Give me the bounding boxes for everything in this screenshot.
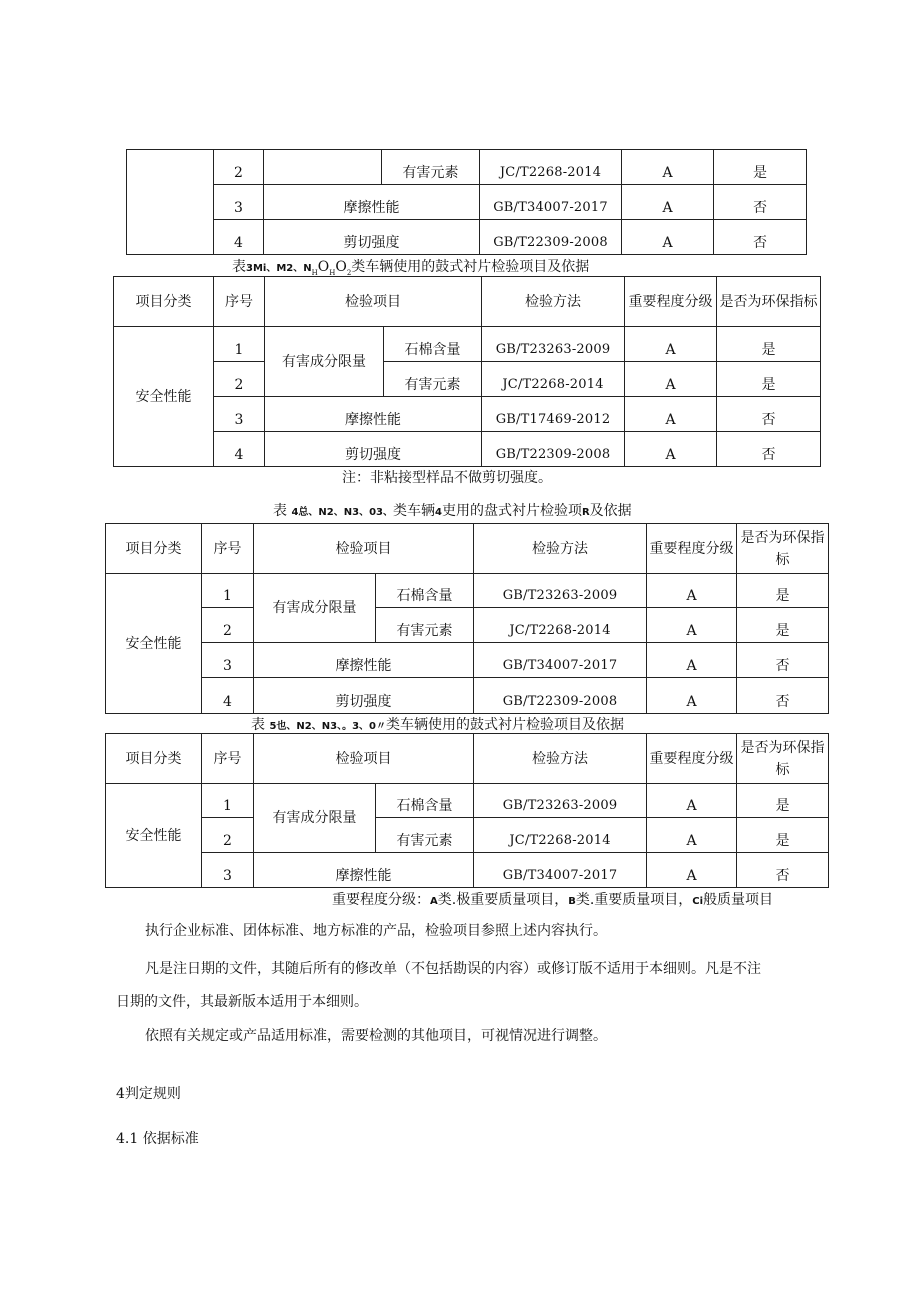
header-method: 检验方法 <box>474 734 647 784</box>
header-row <box>106 734 829 784</box>
table4 <box>105 523 829 714</box>
header-method: 检验方法 <box>474 524 647 574</box>
item-cell: 有害元素 <box>376 818 474 853</box>
grade-cell: A <box>647 643 737 678</box>
env-cell: 否 <box>737 678 829 714</box>
table-row <box>106 643 829 678</box>
note-code: Ci <box>692 896 704 907</box>
grade-cell: A <box>647 574 737 608</box>
table-row <box>114 327 821 362</box>
grade-cell: A <box>622 150 714 185</box>
table-row <box>106 608 829 643</box>
env-cell: 否 <box>737 643 829 678</box>
note-text: 类.极重要质量项目， <box>437 892 569 908</box>
table-row <box>127 185 807 220</box>
no-cell: 3 <box>202 643 254 678</box>
env-cell: 是 <box>714 150 807 185</box>
method-cell: GB/T23263-2009 <box>482 327 625 362</box>
env-cell: 是 <box>717 327 821 362</box>
header-method: 检验方法 <box>482 277 625 327</box>
no-cell: 3 <box>214 397 265 432</box>
env-cell: 否 <box>737 853 829 888</box>
caption-code: 4总、N2、N3、03、 <box>291 507 393 518</box>
env-cell: 否 <box>714 185 807 220</box>
env-cell: 否 <box>717 397 821 432</box>
caption-text: 类车辆使用的鼓式衬片检验项目及依据 <box>351 259 590 275</box>
method-cell: GB/T22309-2008 <box>482 432 625 467</box>
caption-letter: O <box>317 259 330 275</box>
caption-prefix: 表 <box>232 259 246 275</box>
no-cell: 4 <box>202 678 254 714</box>
header-row <box>106 524 829 574</box>
item-cell: 石棉含量 <box>376 784 474 818</box>
item-cell: 有害元素 <box>382 150 480 185</box>
env-cell: 是 <box>737 574 829 608</box>
note-code: B <box>568 896 576 907</box>
env-cell: 是 <box>737 818 829 853</box>
env-cell: 是 <box>717 362 821 397</box>
method-cell: GB/T34007-2017 <box>480 185 622 220</box>
method-cell: JC/T2268-2014 <box>474 818 647 853</box>
header-category: 项目分类 <box>114 277 214 327</box>
table5 <box>105 733 829 888</box>
item-cell: 剪切强度 <box>264 220 480 255</box>
table3 <box>113 276 821 467</box>
table-row <box>127 220 807 255</box>
header-grade: 重要程度分级 <box>647 734 737 784</box>
group-cell: 有害成分限量 <box>265 327 384 397</box>
table4-caption <box>273 500 632 520</box>
item-cell: 石棉含量 <box>384 327 482 362</box>
caption-prefix: 表 <box>251 717 265 733</box>
header-grade: 重要程度分级 <box>647 524 737 574</box>
note-code: A <box>430 896 438 907</box>
method-cell: GB/T34007-2017 <box>474 853 647 888</box>
table-row <box>114 432 821 467</box>
item-cell: 摩擦性能 <box>254 643 474 678</box>
table-row <box>106 853 829 888</box>
method-cell: JC/T2268-2014 <box>480 150 622 185</box>
item-cell: 有害元素 <box>376 608 474 643</box>
note-text: 般质量项目 <box>703 892 774 908</box>
item-cell: 摩擦性能 <box>254 853 474 888</box>
caption-sub: H <box>311 268 318 277</box>
grade-cell: A <box>647 678 737 714</box>
no-cell: 3 <box>214 185 264 220</box>
method-cell: JC/T2268-2014 <box>474 608 647 643</box>
header-no: 序号 <box>202 524 254 574</box>
no-cell: 4 <box>214 432 265 467</box>
env-cell: 否 <box>714 220 807 255</box>
env-cell: 是 <box>737 608 829 643</box>
no-cell: 2 <box>214 150 264 185</box>
header-env: 是否为环保指标 <box>737 524 829 574</box>
table-row <box>106 574 829 608</box>
caption-text: 类车辆 <box>392 503 435 519</box>
header-no: 序号 <box>202 734 254 784</box>
header-env: 是否为环保指标 <box>737 734 829 784</box>
caption-code: 5也、N2、N3、。3、0〃 <box>269 721 386 732</box>
category-cell: 安全性能 <box>114 327 214 467</box>
caption-letter: O <box>335 259 347 275</box>
table3-note: 注：非粘接型样品不做剪切强度。 <box>342 470 552 486</box>
grade-cell: A <box>647 784 737 818</box>
no-cell: 2 <box>202 608 254 643</box>
item-cell: 剪切强度 <box>265 432 482 467</box>
grade-cell: A <box>625 327 717 362</box>
table-row <box>114 397 821 432</box>
group-cell: 有害成分限量 <box>254 784 376 853</box>
table-row <box>127 150 807 185</box>
grade-cell: A <box>647 608 737 643</box>
caption-code: 3Mi、M2、N <box>246 263 312 274</box>
header-category: 项目分类 <box>106 524 202 574</box>
category-cell: 安全性能 <box>106 784 202 888</box>
group-cell: 有害成分限量 <box>254 574 376 643</box>
header-env: 是否为环保指标 <box>717 277 821 327</box>
table-row <box>106 678 829 714</box>
method-cell: GB/T22309-2008 <box>474 678 647 714</box>
method-cell: JC/T2268-2014 <box>482 362 625 397</box>
method-cell: GB/T34007-2017 <box>474 643 647 678</box>
category-cell <box>127 150 214 255</box>
subsection-heading: 4.1 依据标准 <box>116 1131 199 1147</box>
no-cell: 3 <box>202 853 254 888</box>
no-cell: 1 <box>202 784 254 818</box>
note-text: 类.重要质量项目， <box>575 892 693 908</box>
grade-cell: A <box>647 818 737 853</box>
header-category: 项目分类 <box>106 734 202 784</box>
header-no: 序号 <box>214 277 265 327</box>
caption-sub: H <box>329 268 336 277</box>
no-cell: 1 <box>214 327 265 362</box>
item-cell: 摩擦性能 <box>264 185 480 220</box>
table-row <box>106 784 829 818</box>
header-item: 检验项目 <box>254 524 474 574</box>
grade-note <box>332 889 773 909</box>
no-cell: 2 <box>202 818 254 853</box>
header-row <box>114 277 821 327</box>
item-cell: 有害元素 <box>384 362 482 397</box>
table-row <box>114 362 821 397</box>
grade-cell: A <box>622 185 714 220</box>
method-cell: GB/T17469-2012 <box>482 397 625 432</box>
grade-cell: A <box>622 220 714 255</box>
env-cell: 是 <box>737 784 829 818</box>
caption-sub: 2 <box>346 268 352 277</box>
caption-text: 类车辆使用的鼓式衬片检验项目及依据 <box>385 717 624 733</box>
header-item: 检验项目 <box>254 734 474 784</box>
no-cell: 4 <box>214 220 264 255</box>
grade-cell: A <box>647 853 737 888</box>
group-cell <box>264 150 382 185</box>
no-cell: 1 <box>202 574 254 608</box>
paragraph: 执行企业标准、团体标准、地方标准的产品，检验项目参照上述内容执行。 <box>145 923 607 939</box>
grade-cell: A <box>625 362 717 397</box>
no-cell: 2 <box>214 362 265 397</box>
section-heading: 4判定规则 <box>116 1086 181 1102</box>
method-cell: GB/T23263-2009 <box>474 784 647 818</box>
method-cell: GB/T22309-2008 <box>480 220 622 255</box>
table5-caption <box>251 714 624 734</box>
caption-text: 及依据 <box>589 503 632 519</box>
paragraph: 依照有关规定或产品适用标准，需要检测的其他项目，可视情况进行调整。 <box>145 1028 607 1044</box>
caption-code: R <box>581 507 590 518</box>
paragraph: 日期的文件，其最新版本适用于本细则。 <box>116 994 368 1010</box>
category-cell: 安全性能 <box>106 574 202 714</box>
caption-prefix: 表 <box>273 503 287 519</box>
grade-cell: A <box>625 397 717 432</box>
item-cell: 石棉含量 <box>376 574 474 608</box>
grade-cell: A <box>625 432 717 467</box>
paragraph: 凡是注日期的文件，其随后所有的修改单（不包括勘误的内容）或修订版不适用于本细则。凡是不注 <box>145 961 761 977</box>
method-cell: GB/T23263-2009 <box>474 574 647 608</box>
caption-text: 吏用的盘式衬片检验项 <box>441 503 582 519</box>
table-row <box>106 818 829 853</box>
item-cell: 摩擦性能 <box>265 397 482 432</box>
header-item: 检验项目 <box>265 277 482 327</box>
header-grade: 重要程度分级 <box>625 277 717 327</box>
table2-tail <box>126 149 807 255</box>
item-cell: 剪切强度 <box>254 678 474 714</box>
note-text: 重要程度分级： <box>332 892 430 908</box>
env-cell: 否 <box>717 432 821 467</box>
table3-caption <box>232 256 589 277</box>
caption-code: 4 <box>434 507 442 518</box>
